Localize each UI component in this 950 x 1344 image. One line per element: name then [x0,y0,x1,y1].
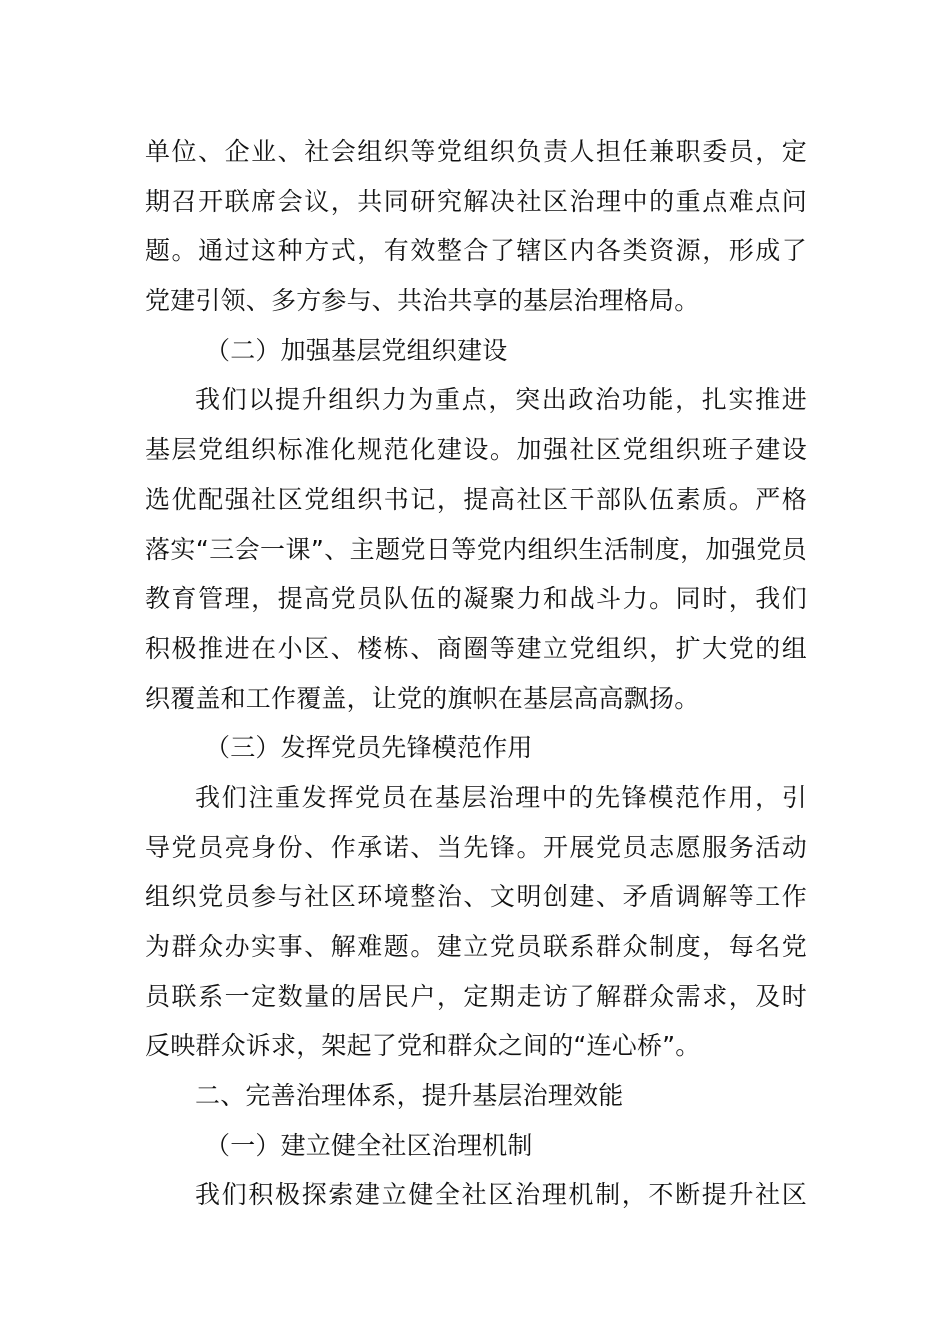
text-line: 我们积极探索建立健全社区治理机制，不断提升社区 [195,1180,807,1210]
text-line: 选优配强社区党组织书记，提高社区干部队伍素质。严格 [145,484,807,514]
paragraph-continuation [145,127,807,326]
paragraph-party-member-role [145,773,807,1071]
section-heading-governance-system: 二、完善治理体系，提升基层治理效能 [195,1081,624,1111]
text-line: 单位、企业、社会组织等党组织负责人担任兼职委员，定 [145,137,807,166]
text-line: 期召开联席会议，共同研究解决社区治理中的重点难点问 [145,186,807,216]
text-line: 积极推进在小区、楼栋、商圈等建立党组织，扩大党的组 [145,633,807,663]
text-line: 织覆盖和工作覆盖，让党的旗帜在基层高高飘扬。 [145,683,700,713]
text-line: 题。通过这种方式，有效整合了辖区内各类资源，形成了 [145,236,807,266]
text-line: 导党员亮身份、作承诺、当先锋。开展党员志愿服务活动 [145,832,807,862]
text-line: 基层党组织标准化规范化建设。加强社区党组织班子建设 [145,435,807,465]
text-line: 组织党员参与社区环境整治、文明创建、矛盾调解等工作 [145,882,807,912]
text-line: 员联系一定数量的居民户，定期走访了解群众需求，及时 [145,981,807,1011]
paragraph-governance-mechanism [145,1170,807,1220]
text-line: 为群众办实事、解难题。建立党员联系群众制度，每名党 [145,932,807,961]
text-line: 党建引领、多方参与、共治共享的基层治理格局。 [145,286,700,316]
text-line: 反映群众诉求，架起了党和群众之间的“连心桥”。 [145,1031,701,1061]
subheading-governance-mechanism: （一）建立健全社区治理机制 [205,1130,533,1160]
text-line: 我们以提升组织力为重点，突出政治功能，扎实推进 [195,385,807,415]
text-line: 我们注重发挥党员在基层治理中的先锋模范作用，引 [195,782,807,812]
paragraph-organization-building [145,375,807,723]
document-body [145,127,807,1220]
subheading-strengthen-party-organization: （二）加强基层党组织建设 [205,335,508,365]
subheading-party-member-vanguard: （三）发挥党员先锋模范作用 [205,733,533,763]
text-line: 教育管理，提高党员队伍的凝聚力和战斗力。同时，我们 [145,584,807,614]
text-line: 落实“三会一课”、主题党日等党内组织生活制度，加强党员 [145,534,807,564]
